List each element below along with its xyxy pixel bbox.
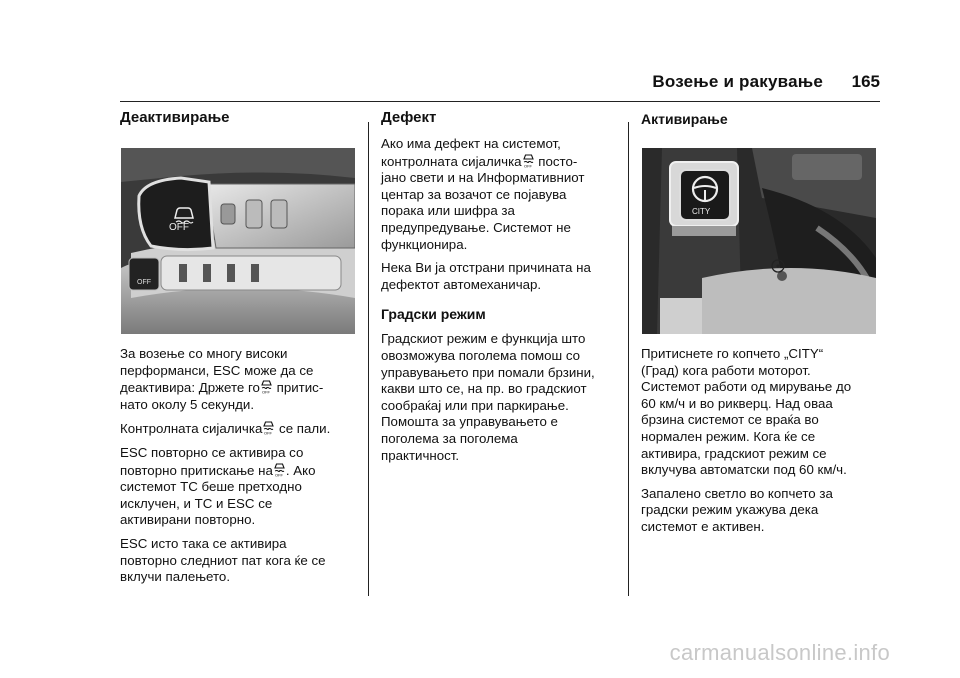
svg-text:OFF: OFF (264, 430, 273, 436)
paragraph-fault-description (381, 136, 619, 253)
column-fault (381, 106, 619, 471)
text-run: притис- нато околу 5 секунди. (120, 380, 324, 412)
paragraph-city-indicator: Запалено светло во копчето за градски режим укажува дека системот е активен. (641, 485, 833, 534)
esc-off-indicator-icon (263, 420, 274, 435)
text-run: ESC повторно се активира со повторно притискање на (120, 444, 304, 478)
text-run: се пали. (275, 421, 331, 437)
column-divider-1 (368, 122, 369, 596)
paragraph-reactivate-ignition: ESC исто така се активира повторно следниот пат кога ќе се вклучи палењето. (120, 535, 326, 585)
large-off-label: OFF (169, 222, 189, 233)
esc-panel-illustration (121, 148, 355, 334)
subheading-city-mode: Градски режим (381, 306, 486, 323)
svg-text:OFF: OFF (523, 163, 532, 168)
section-heading-fault: Дефект (381, 109, 437, 126)
esc-off-indicator-icon (523, 153, 534, 168)
text-run: . Ако системот TC беше претходно исклучен, и TC и ESC се активирани повторно. (120, 462, 316, 528)
page-number: 165 (851, 72, 880, 91)
text-run: Ако има дефект на системот, контролната сијаличка (381, 136, 561, 169)
section-heading-activation: Активирање (641, 111, 728, 127)
running-header-title: Возење и ракување (652, 72, 823, 91)
paragraph-deactivate-instructions (120, 346, 356, 413)
esc-off-icon (274, 462, 285, 477)
small-off-label: OFF (137, 279, 151, 286)
photo-city-button (642, 148, 876, 334)
text-run: Контролната сијаличка (120, 421, 263, 437)
header-rule (120, 101, 880, 102)
paragraph-city-mode-description: Градскиот режим е функција што овозможува поголема помош со управувањето при помали брзини, какви што се, на пр. во градскиот сообраќај или при паркирање. Помошта за управувањето е поголема за поголема практичност. (381, 331, 595, 463)
section-heading-deactivation: Деактивирање (120, 109, 230, 126)
photo-esc-button-panel (121, 148, 355, 334)
city-button-illustration (642, 148, 876, 334)
paragraph-warning-light-on (120, 420, 356, 438)
esc-off-icon (261, 379, 272, 394)
city-button-label: CITY (692, 207, 711, 216)
paragraph-city-activation: Притиснете го копчето „CITY“ (Град) кога работи моторот. Системот работи од мирување до 60 км/ч и во рикверц. Над оваа брзина системот се враќа во нормален режим. Кога ќе се активира, градскиот режим се вклучува автоматски под 60 км/ч. (641, 346, 852, 478)
watermark: carmanualsonline.info (669, 640, 890, 665)
paragraph-fault-mechanic: Нека Ви ја отстрани причината на дефектот автомеханичар. (381, 260, 591, 292)
column-deactivation (120, 106, 356, 593)
column-activation (641, 106, 881, 543)
svg-text:OFF: OFF (261, 389, 270, 395)
text-run: посто- јано свети и на Информативниот центар за возачот се појавува порака или шифра за предупредување. Системот не функционира. (381, 153, 585, 252)
svg-text:OFF: OFF (274, 472, 283, 477)
text-run: За возење со многу високи перформанси, ESC може да се деактивира: Држете го (120, 346, 314, 396)
paragraph-reactivate (120, 445, 356, 529)
column-divider-2 (628, 122, 629, 596)
